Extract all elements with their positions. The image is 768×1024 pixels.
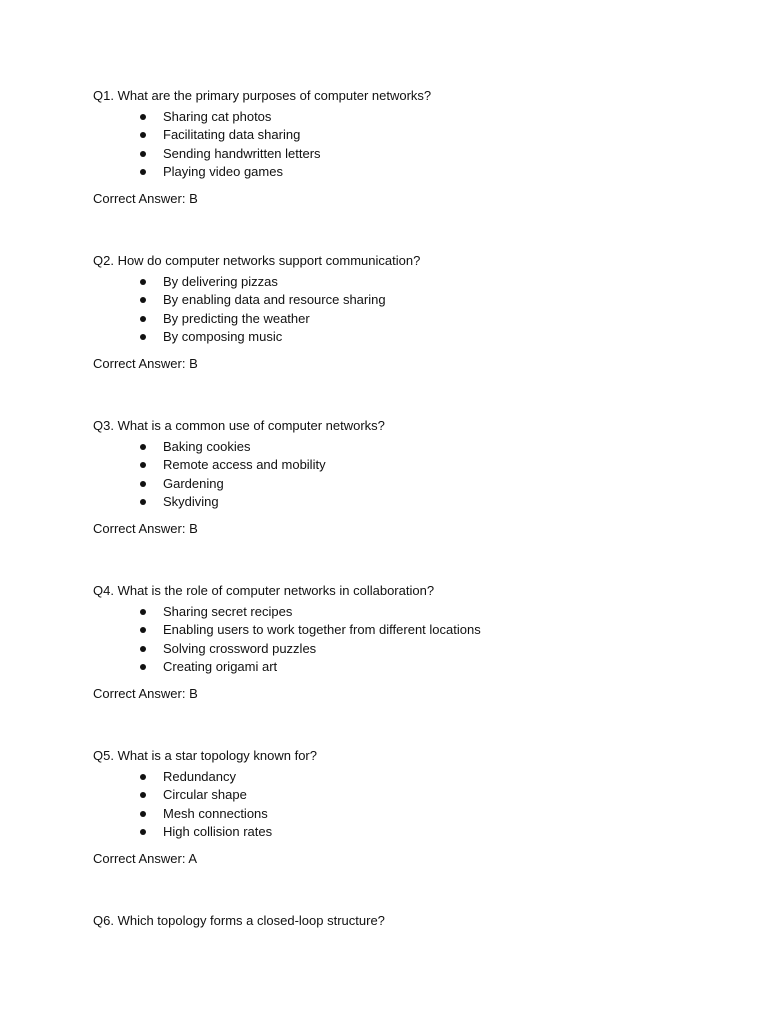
option-label: Skydiving — [163, 494, 219, 510]
option-item — [138, 658, 481, 676]
bullet-icon — [140, 279, 146, 285]
correct-answer: Correct Answer: B — [93, 521, 198, 536]
option-item — [138, 621, 481, 639]
option-item — [138, 805, 272, 823]
option-item — [138, 493, 326, 511]
question-block-2 — [93, 253, 693, 371]
option-item — [138, 438, 326, 456]
option-item — [138, 475, 326, 493]
bullet-icon — [140, 646, 146, 652]
correct-answer: Correct Answer: A — [93, 851, 198, 866]
question-block-6 — [93, 913, 693, 929]
option-list — [138, 768, 272, 842]
bullet-icon — [140, 132, 146, 138]
option-label: Sharing cat photos — [163, 109, 272, 124]
bullet-icon — [140, 444, 146, 450]
option-label: Creating origami art — [163, 659, 278, 675]
option-label: By delivering pizzas — [163, 274, 278, 289]
option-label: High collision rates — [163, 824, 273, 840]
bullet-icon — [140, 462, 146, 468]
bullet-icon — [140, 811, 146, 817]
option-label: Enabling users to work together from different locations — [163, 622, 481, 638]
option-label: Redundancy — [163, 769, 236, 784]
bullet-icon — [140, 774, 146, 780]
option-label: Sending handwritten letters — [163, 145, 321, 161]
bullet-icon — [140, 499, 146, 505]
option-label: Sharing secret recipes — [163, 604, 293, 619]
option-item — [138, 108, 321, 126]
option-list — [138, 603, 481, 677]
bullet-icon — [140, 609, 146, 615]
question-text: Q5. What is a star topology known for? — [93, 748, 317, 763]
option-item — [138, 823, 272, 841]
option-item — [138, 145, 321, 163]
bullet-icon — [140, 334, 146, 340]
question-block-5 — [93, 748, 693, 866]
bullet-icon — [140, 481, 146, 487]
bullet-icon — [140, 151, 146, 157]
bullet-icon — [140, 297, 146, 303]
correct-answer: Correct Answer: B — [93, 686, 198, 701]
option-label: Facilitating data sharing — [163, 127, 301, 143]
bullet-icon — [140, 316, 146, 322]
bullet-icon — [140, 664, 146, 670]
option-item — [138, 310, 386, 328]
question-text: Q1. What are the primary purposes of computer networks? — [93, 88, 432, 103]
option-list — [138, 108, 321, 182]
bullet-icon — [140, 169, 146, 175]
option-item — [138, 126, 321, 144]
option-label: Baking cookies — [163, 439, 251, 454]
option-label: By predicting the weather — [163, 310, 310, 326]
question-text: Q4. What is the role of computer networks in collaboration? — [93, 583, 435, 598]
option-item — [138, 640, 481, 658]
option-label: Solving crossword puzzles — [163, 640, 317, 656]
option-label: By enabling data and resource sharing — [163, 292, 386, 308]
bullet-icon — [140, 792, 146, 798]
option-label: Mesh connections — [163, 805, 268, 821]
option-item — [138, 786, 272, 804]
question-text: Q6. Which topology forms a closed-loop structure? — [93, 913, 385, 928]
option-item — [138, 291, 386, 309]
correct-answer: Correct Answer: B — [93, 191, 198, 206]
question-block-3 — [93, 418, 693, 536]
option-item — [138, 273, 386, 291]
question-text: Q2. How do computer networks support communication? — [93, 253, 421, 268]
option-item — [138, 163, 321, 181]
option-label: Playing video games — [163, 164, 283, 180]
option-item — [138, 603, 481, 621]
correct-answer: Correct Answer: B — [93, 356, 198, 371]
bullet-icon — [140, 627, 146, 633]
option-label: Circular shape — [163, 787, 247, 803]
question-text: Q3. What is a common use of computer networks? — [93, 418, 385, 433]
option-list — [138, 273, 386, 347]
option-label: Gardening — [163, 475, 224, 491]
option-item — [138, 768, 272, 786]
option-item — [138, 328, 386, 346]
option-item — [138, 456, 326, 474]
bullet-icon — [140, 114, 146, 120]
option-label: Remote access and mobility — [163, 457, 326, 473]
option-label: By composing music — [163, 329, 283, 345]
question-block-4 — [93, 583, 693, 701]
question-block-1 — [93, 88, 693, 206]
option-list — [138, 438, 326, 512]
bullet-icon — [140, 829, 146, 835]
